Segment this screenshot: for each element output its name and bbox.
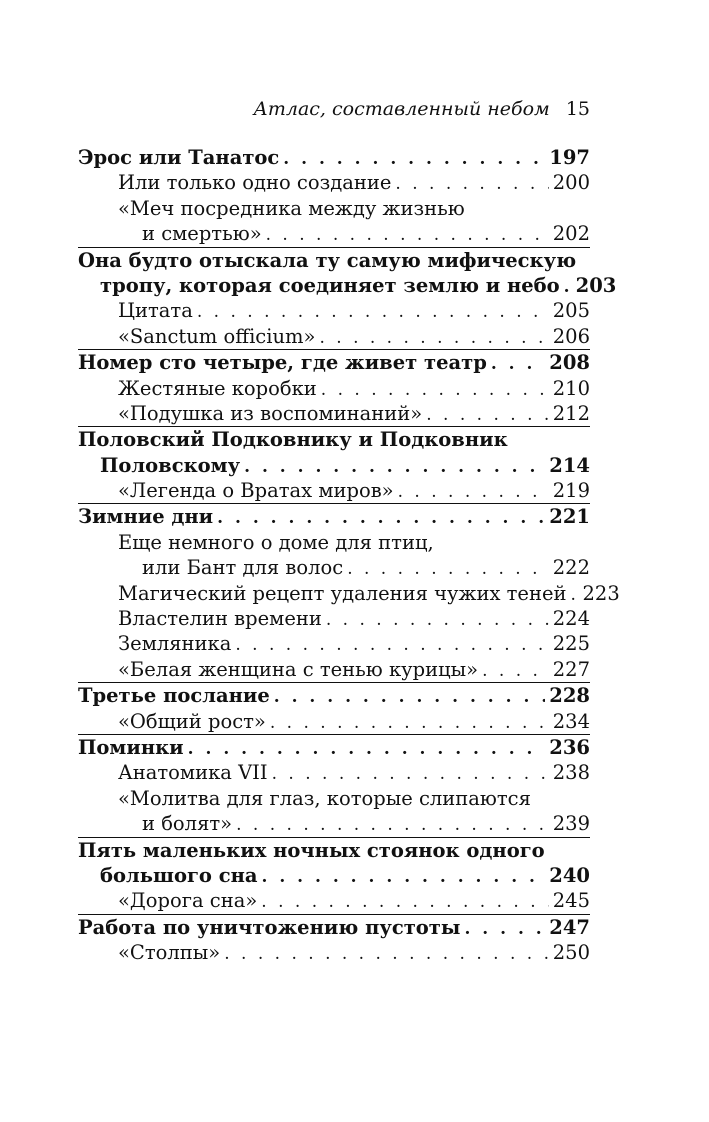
toc-chapter-entry[interactable]: [78, 145, 590, 170]
toc-line: [78, 145, 590, 170]
toc-line: [78, 427, 590, 452]
dot-leader: [482, 659, 549, 684]
table-of-contents: [78, 145, 620, 966]
toc-entry-title: и болят»: [142, 812, 233, 836]
toc-section: [78, 837, 590, 914]
toc-entry-title: «Молитва для глаз, которые слипаются: [118, 786, 531, 810]
toc-entry-title: тропу, которая соединяет землю и небо: [100, 273, 560, 297]
dot-leader: [347, 557, 549, 582]
dot-leader: [197, 300, 549, 325]
toc-entry-title: Она будто отыскала ту самую мифическую: [78, 248, 577, 272]
dot-leader: [326, 608, 549, 633]
toc-chapter-entry[interactable]: [78, 504, 590, 529]
toc-line: [78, 478, 590, 503]
dot-leader: [217, 506, 545, 531]
toc-line: [78, 786, 590, 811]
dot-leader: [464, 917, 545, 942]
toc-page-number: 219: [552, 479, 590, 503]
toc-page-number: 202: [552, 222, 590, 246]
toc-section: [78, 734, 590, 837]
toc-subentry[interactable]: [78, 631, 590, 656]
dot-leader: [244, 455, 545, 480]
toc-line: [78, 401, 590, 426]
toc-page-number: 239: [552, 812, 590, 836]
toc-line: [78, 221, 590, 246]
toc-page-number: 210: [552, 376, 590, 400]
toc-entry-title: «Sanctum officium»: [118, 324, 316, 348]
toc-subentry[interactable]: [78, 760, 590, 785]
toc-entry-title: «Столпы»: [118, 941, 221, 965]
toc-subentry[interactable]: [78, 376, 590, 401]
toc-page-number: 223: [582, 581, 620, 605]
toc-chapter-entry[interactable]: [78, 915, 590, 940]
dot-leader: [283, 147, 545, 172]
toc-entry-title: «Общий рост»: [118, 709, 266, 733]
toc-line: [78, 581, 620, 606]
toc-page-number: 234: [552, 709, 590, 733]
dot-leader: [571, 583, 579, 608]
dot-leader: [236, 813, 549, 838]
dot-leader: [491, 352, 545, 377]
toc-line: [78, 170, 590, 195]
toc-line: [78, 940, 590, 965]
dot-leader: [235, 633, 548, 658]
toc-page-number: 236: [549, 735, 590, 759]
toc-entry-title: Поминки: [78, 735, 184, 759]
toc-page-number: 206: [552, 324, 590, 348]
dot-leader: [564, 275, 572, 300]
toc-subentry[interactable]: [78, 606, 590, 631]
toc-entry-title: Анатомика VII: [118, 761, 268, 785]
toc-subentry[interactable]: [78, 401, 590, 426]
toc-page-number: 247: [549, 915, 590, 939]
toc-entry-title: Зимние дни: [78, 505, 214, 529]
toc-subentry[interactable]: [78, 478, 590, 503]
toc-line: [78, 324, 590, 349]
toc-page-number: 221: [549, 505, 590, 529]
toc-section: [78, 349, 590, 426]
dot-leader: [321, 378, 549, 403]
toc-line: [78, 657, 590, 682]
toc-line: [78, 273, 617, 298]
dot-leader: [398, 480, 549, 505]
toc-entry-title: Земляника: [118, 632, 232, 656]
toc-entry-title: Третье послание: [78, 684, 270, 708]
toc-chapter-entry[interactable]: [78, 683, 590, 708]
toc-line: [78, 606, 590, 631]
toc-line: [78, 915, 590, 940]
toc-subentry[interactable]: [78, 298, 590, 323]
toc-line: [78, 888, 590, 913]
toc-line: [78, 350, 590, 375]
dot-leader: [426, 403, 549, 428]
toc-chapter-entry[interactable]: [78, 248, 617, 299]
toc-entry-title: «Подушка из воспоминаний»: [118, 401, 423, 425]
toc-chapter-entry[interactable]: [78, 735, 590, 760]
toc-subentry[interactable]: [78, 709, 590, 734]
toc-line: [78, 196, 590, 221]
toc-subentry[interactable]: [78, 581, 620, 606]
running-header: [78, 97, 590, 121]
toc-entry-title: «Дорога сна»: [118, 889, 258, 913]
toc-entry-title: Властелин времени: [118, 607, 322, 631]
toc-entry-title: или Бант для волос: [142, 556, 344, 580]
dot-leader: [270, 711, 549, 736]
toc-chapter-entry[interactable]: [78, 838, 590, 889]
toc-entry-title: Или только одно создание: [118, 171, 392, 195]
toc-page-number: 214: [549, 453, 590, 477]
toc-subentry[interactable]: [78, 657, 590, 682]
toc-section: [78, 503, 620, 682]
toc-page-number: 197: [549, 146, 590, 169]
toc-subentry[interactable]: [78, 530, 590, 581]
toc-section: [78, 247, 617, 350]
dot-leader: [266, 223, 549, 248]
toc-chapter-entry[interactable]: [78, 427, 590, 478]
toc-page-number: 245: [552, 889, 590, 913]
toc-line: [78, 683, 590, 708]
dot-leader: [261, 890, 549, 915]
page-number: 15: [565, 98, 590, 120]
toc-entry-title: Пять маленьких ночных стоянок одного: [78, 838, 545, 862]
toc-page-number: 203: [575, 273, 617, 297]
toc-line: [78, 298, 590, 323]
toc-line: [78, 760, 590, 785]
toc-subentry[interactable]: [78, 324, 590, 349]
toc-entry-title: Магический рецепт удаления чужих теней: [118, 581, 567, 605]
dot-leader: [395, 172, 548, 197]
toc-section: [78, 426, 590, 503]
toc-subentry[interactable]: [78, 196, 590, 247]
toc-entry-title: Работа по уничтожению пустоты: [78, 915, 461, 939]
dot-leader: [188, 737, 546, 762]
toc-entry-title: большого сна: [100, 863, 258, 887]
toc-page-number: 227: [552, 657, 590, 681]
dot-leader: [262, 865, 546, 890]
toc-line: [78, 453, 590, 478]
toc-line: [78, 811, 590, 836]
toc-subentry[interactable]: [78, 940, 590, 965]
toc-page-number: 200: [552, 171, 590, 195]
toc-page-number: 240: [549, 863, 590, 887]
toc-section: [78, 682, 590, 734]
toc-chapter-entry[interactable]: [78, 350, 590, 375]
toc-line: [78, 530, 590, 555]
toc-entry-title: Половскому: [100, 453, 241, 477]
toc-line: [78, 735, 590, 760]
toc-entry-title: Эрос или Танатос: [78, 146, 280, 169]
toc-subentry[interactable]: [78, 170, 590, 195]
toc-line: [78, 504, 590, 529]
toc-entry-title: и смертью»: [142, 222, 262, 246]
toc-entry-title: Еще немного о доме для птиц,: [118, 530, 434, 554]
toc-line: [78, 248, 590, 273]
toc-line: [78, 863, 590, 888]
toc-entry-title: «Меч посредника между жизнью: [118, 196, 465, 220]
dot-leader: [319, 326, 548, 351]
running-header-title: Атлас, составленный небом: [253, 98, 550, 120]
dot-leader: [272, 762, 549, 787]
toc-page-number: 224: [552, 607, 590, 631]
toc-page-number: 205: [552, 299, 590, 323]
toc-page-number: 208: [549, 351, 590, 375]
toc-line: [78, 631, 590, 656]
toc-section: [78, 914, 590, 966]
toc-subentry[interactable]: [78, 786, 590, 837]
toc-page-number: 222: [552, 556, 590, 580]
dot-leader: [274, 685, 546, 710]
toc-line: [78, 376, 590, 401]
toc-line: [78, 709, 590, 734]
toc-entry-title: Половский Подковнику и Подковник: [78, 428, 508, 452]
toc-page-number: 228: [549, 684, 590, 708]
toc-entry-title: Цитата: [118, 299, 193, 323]
toc-page-number: 212: [552, 401, 590, 425]
toc-line: [78, 838, 590, 863]
toc-entry-title: «Белая женщина с тенью курицы»: [118, 657, 479, 681]
toc-page-number: 250: [552, 941, 590, 965]
toc-entry-title: Номер сто четыре, где живет театр: [78, 351, 487, 375]
toc-line: [78, 555, 590, 580]
toc-page-number: 238: [552, 761, 590, 785]
toc-page-number: 225: [552, 632, 590, 656]
toc-entry-title: Жестяные коробки: [118, 376, 317, 400]
toc-entry-title: «Легенда о Вратах миров»: [118, 479, 394, 503]
toc-section: [78, 145, 590, 247]
dot-leader: [224, 942, 549, 967]
toc-subentry[interactable]: [78, 888, 590, 913]
